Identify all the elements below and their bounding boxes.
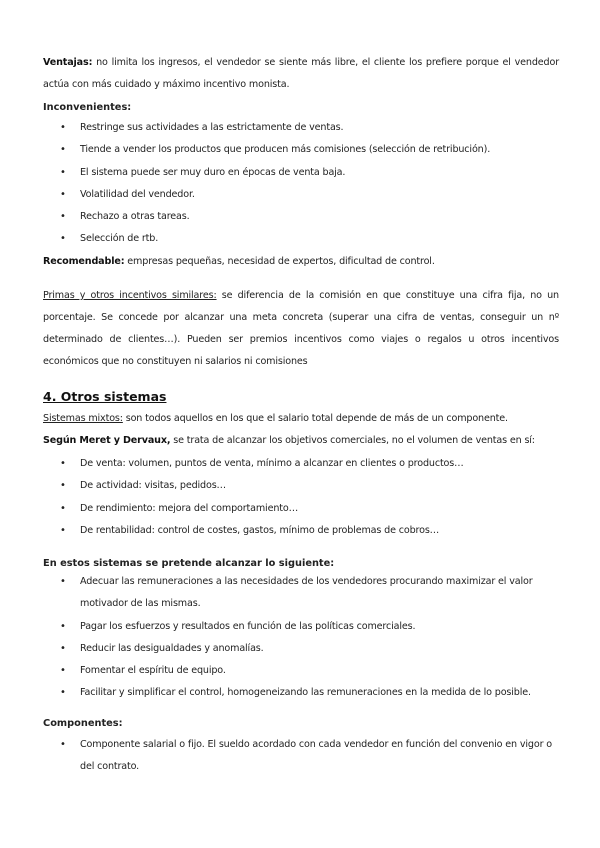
ventajas-text: no limita los ingresos, el vendedor se siente más libre, el cliente los prefiere porque el vendedor actúa con más cuidado y máximo incentivo monista. [43, 57, 559, 90]
list-item-text: Restringe sus actividades a las estrictamente de ventas. [80, 122, 344, 133]
list-item-text: Componente salarial o fijo. El sueldo acordado con cada vendedor en función del convenio en vigor o del contrato. [80, 739, 553, 773]
list-item-text: De rendimiento: mejora del comportamiento… [80, 502, 299, 514]
list-item-text: Tiende a vender los productos que producen más comisiones (selección de retribución). [80, 144, 491, 156]
list-item [43, 616, 559, 638]
mixtos-paragraph [43, 408, 559, 430]
bullet-icon: • [60, 665, 66, 677]
meret-paragraph [43, 430, 559, 452]
bullet-icon: • [60, 233, 66, 245]
list-item [43, 571, 559, 616]
componentes-heading: Componentes: [43, 718, 123, 729]
bullet-icon: • [60, 211, 66, 223]
list-item [43, 139, 559, 161]
list-item-text: De actividad: visitas, pedidos… [80, 480, 226, 492]
section-title: 4. Otros sistemas [43, 389, 167, 404]
list-item-text: Adecuar las remuneraciones a las necesidades de los vendedores procurando maximizar el valor motivador de las mismas. [80, 576, 533, 610]
bullet-icon: • [60, 502, 66, 514]
componentes-list [43, 734, 559, 779]
bullet-icon: • [60, 458, 66, 469]
list-item [43, 117, 559, 139]
bullet-icon: • [60, 166, 66, 178]
recomendable-paragraph [43, 251, 559, 273]
list-item [43, 162, 559, 184]
bullet-icon: • [60, 576, 66, 587]
list-item [43, 475, 559, 497]
list-item-text: De rentabilidad: control de costes, gastos, mínimo de problemas de cobros… [80, 524, 440, 536]
list-item-text: Facilitar y simplificar el control, homogeneizando las remuneraciones en la medida de lo posible. [80, 687, 531, 699]
primas-paragraph [43, 285, 559, 373]
recomendable-text: empresas pequeñas, necesidad de expertos, dificultad de control. [124, 256, 435, 267]
primas-text: se diferencia de la comisión en que constituye una cifra fija, no un porcentaje. Se concede por alcanzar una meta concreta (superar una cifra de ventas, conseguir un nº determinado de clientes…). Pueden ser premios incentivos como viajes o regalos u otros incentivos económicos que no constituyen ni salarios ni comisiones [43, 290, 559, 367]
list-item [43, 206, 559, 228]
list-item [43, 660, 559, 682]
list-item-text: El sistema puede ser muy duro en épocas de venta baja. [80, 166, 346, 178]
bullet-icon: • [60, 739, 66, 750]
bullet-icon: • [60, 687, 66, 699]
bullet-icon: • [60, 188, 66, 200]
recomendable-label: Recomendable: [43, 256, 125, 267]
bullet-icon: • [60, 144, 66, 156]
list-item [43, 228, 559, 250]
inconvenientes-heading: Inconvenientes: [43, 102, 132, 113]
list-item [43, 184, 559, 206]
mixtos-label: Sistemas mixtos: [43, 413, 123, 424]
meret-list [43, 453, 559, 542]
primas-label: Primas y otros incentivos similares: [43, 290, 217, 301]
list-item [43, 638, 559, 660]
list-item [43, 498, 559, 520]
bullet-icon: • [60, 620, 66, 632]
ventajas-paragraph [43, 52, 559, 96]
list-item-text: De venta: volumen, puntos de venta, mínimo a alcanzar en clientes o productos… [80, 458, 464, 469]
list-item [43, 520, 559, 542]
pretende-heading: En estos sistemas se pretende alcanzar lo siguiente: [43, 558, 335, 569]
bullet-icon: • [60, 524, 66, 536]
list-item-text: Pagar los esfuerzos y resultados en función de las políticas comerciales. [80, 620, 416, 632]
mixtos-text: son todos aquellos en los que el salario total depende de más de un componente. [122, 413, 508, 424]
meret-text: se trata de alcanzar los objetivos comerciales, no el volumen de ventas en sí: [170, 435, 535, 446]
list-item-text: Rechazo a otras tareas. [80, 211, 190, 223]
list-item-text: Reducir las desigualdades y anomalías. [80, 642, 264, 654]
list-item [43, 734, 559, 779]
list-item [43, 453, 559, 475]
ventajas-label: Ventajas: [43, 57, 93, 68]
list-item-text: Fomentar el espíritu de equipo. [80, 665, 226, 677]
pretende-list [43, 571, 559, 705]
list-item-text: Selección de rtb. [80, 233, 159, 245]
bullet-icon: • [60, 122, 66, 133]
inconvenientes-list [43, 117, 559, 251]
bullet-icon: • [60, 642, 66, 654]
list-item [43, 682, 559, 704]
bullet-icon: • [60, 480, 66, 492]
list-item-text: Volatilidad del vendedor. [80, 188, 195, 200]
meret-label: Según Meret y Dervaux, [43, 435, 171, 446]
